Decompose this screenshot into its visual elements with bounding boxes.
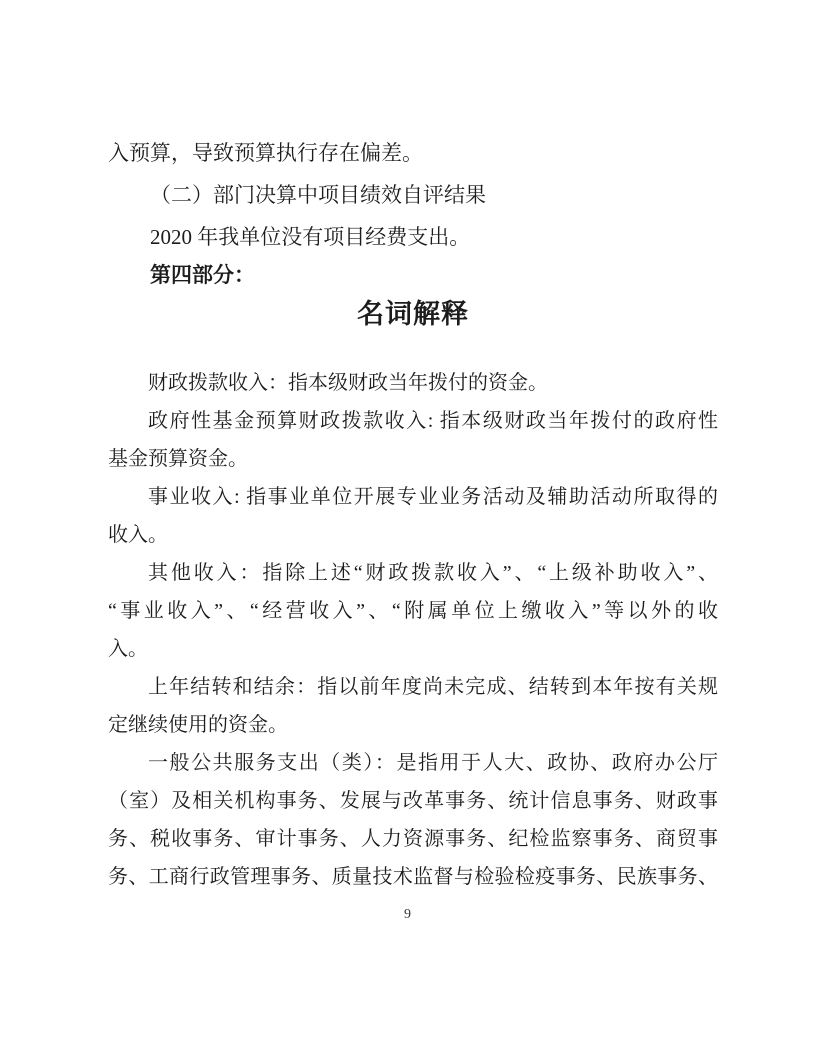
- page-body: [108, 132, 718, 896]
- section-title-glossary: 名词解释: [357, 299, 469, 329]
- definition-line-general-public-service-4: 务、工商行政管理事务、质量技术监督与检验检疫事务、民族事务、: [108, 866, 718, 888]
- part-four-label: 第四部分：: [150, 264, 255, 287]
- definition-line-other-income-1: 其他收入：指除上述“财政拨款收入”、“上级补助收入”、: [148, 562, 718, 584]
- definition-line-general-public-service-2: （室）及相关机构事务、发展与改革事务、统计信息事务、财政事: [108, 790, 718, 812]
- definition-line-operating-income-1: 事业收入: 指事业单位开展专业业务活动及辅助活动所取得的: [148, 486, 718, 508]
- definition-line-carryover-balance-2: 定继续使用的资金。: [108, 714, 288, 736]
- definition-line-general-public-service-3: 务、税收事务、审计事务、人力资源事务、纪检监察事务、商贸事: [108, 828, 718, 850]
- definitions-block: [108, 364, 718, 896]
- self-eval-heading: （二）部门决算中项目绩效自评结果: [150, 183, 486, 207]
- definition-line-other-income-2: “事业收入”、“经营收入”、“附属单位上缴收入”等以外的收: [108, 600, 718, 622]
- carryover-paragraph-line: 入预算，导致预算执行存在偏差。: [108, 141, 423, 165]
- definition-line-general-public-service-1: 一般公共服务支出（类）：是指用于人大、政协、政府办公厅: [148, 752, 718, 774]
- definition-line-gov-fund-budget-1: 政府性基金预算财政拨款收入: 指本级财政当年拨付的政府性: [148, 410, 718, 432]
- self-eval-statement: 2020 年我单位没有项目经费支出。: [150, 225, 471, 249]
- definition-line-fiscal-appropriation-income: 财政拨款收入：指本级财政当年拨付的资金。: [148, 372, 548, 394]
- definition-line-carryover-balance-1: 上年结转和结余：指以前年度尚未完成、结转到本年按有关规: [148, 676, 718, 698]
- page-number: 9: [404, 907, 411, 922]
- definition-line-other-income-3: 入。: [108, 638, 148, 660]
- definition-line-operating-income-2: 收入。: [108, 524, 168, 546]
- definition-line-gov-fund-budget-2: 基金预算资金。: [108, 448, 248, 470]
